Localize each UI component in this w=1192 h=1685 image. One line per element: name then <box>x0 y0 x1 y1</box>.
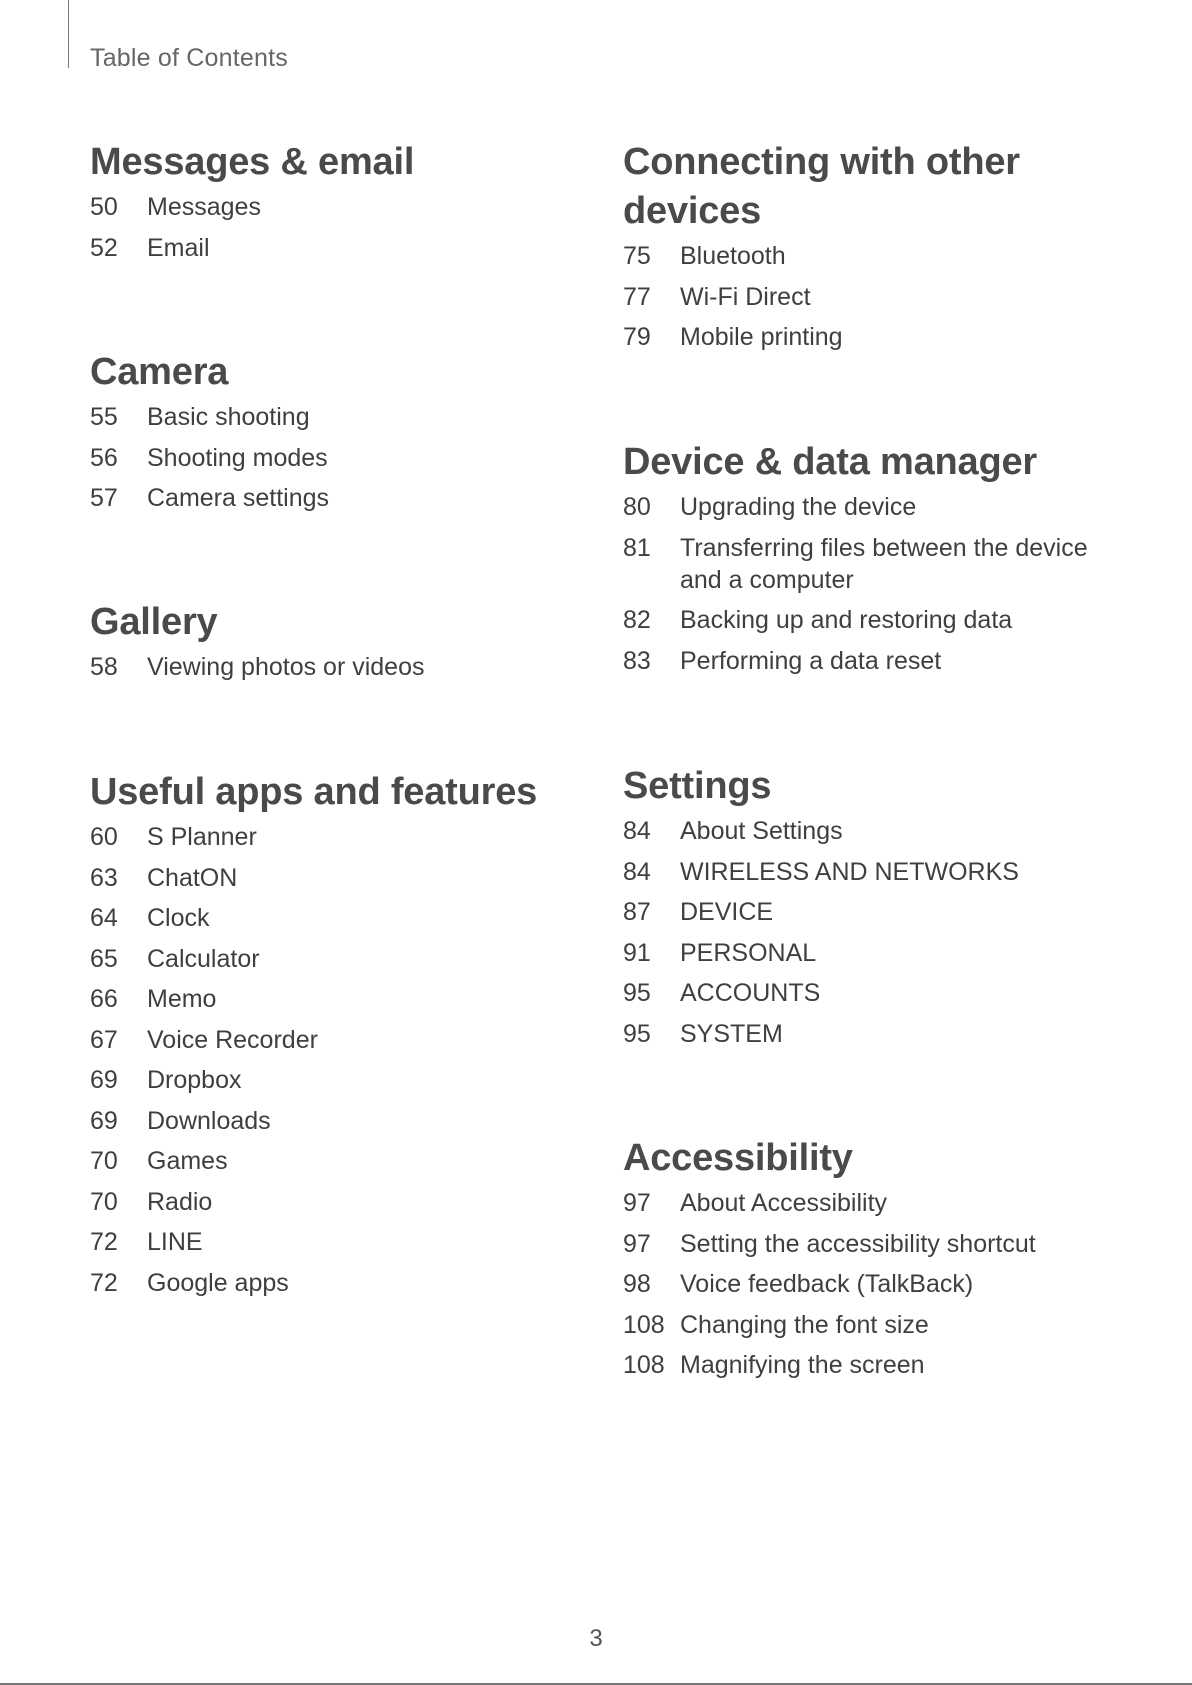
entry-title: Magnifying the screen <box>680 1351 925 1379</box>
page-number: 3 <box>589 1625 603 1652</box>
entry-title: Basic shooting <box>147 403 310 431</box>
entry-page: 63 <box>90 863 118 892</box>
entry-page: 108 <box>623 1310 665 1339</box>
entry-page: 81 <box>623 533 651 562</box>
toc-entry[interactable] <box>623 281 1113 313</box>
entry-title: Shooting modes <box>147 443 328 472</box>
toc-entry[interactable] <box>90 401 590 433</box>
entry-page: 75 <box>623 242 651 270</box>
entry-page: 79 <box>623 323 651 351</box>
header-divider <box>68 0 69 68</box>
toc-entry[interactable] <box>623 1228 1113 1260</box>
entry-title: Voice feedback (TalkBack) <box>680 1270 974 1298</box>
entry-title: Upgrading the device <box>680 493 917 521</box>
toc-section-connecting <box>623 138 1113 362</box>
toc-section-settings <box>623 762 1113 1058</box>
toc-entry[interactable] <box>90 1186 590 1218</box>
entry-page: 64 <box>90 904 118 932</box>
toc-section-device-data-manager <box>623 438 1113 685</box>
entry-page: 67 <box>90 1025 118 1054</box>
section-title: Settings <box>623 765 772 807</box>
toc-section-useful-apps <box>90 768 590 1307</box>
entry-page: 60 <box>90 823 118 851</box>
toc-entry[interactable] <box>623 977 1113 1009</box>
toc-entry[interactable] <box>90 232 590 264</box>
entry-title: Mobile printing <box>680 323 843 351</box>
entry-title: Messages <box>147 193 261 221</box>
entry-title: Performing a data reset <box>680 646 942 675</box>
entry-page: 91 <box>623 938 651 967</box>
entry-page: 72 <box>90 1268 118 1297</box>
toc-entry[interactable] <box>90 482 590 514</box>
entry-title: Wi-Fi Direct <box>680 282 811 311</box>
entry-page: 95 <box>623 979 651 1007</box>
toc-entry[interactable] <box>623 896 1113 928</box>
toc-entry[interactable] <box>623 815 1113 847</box>
toc-entry[interactable] <box>623 937 1113 969</box>
entry-title: Clock <box>147 904 210 932</box>
toc-entry[interactable] <box>623 532 1113 596</box>
entry-page: 97 <box>623 1189 651 1217</box>
entry-title: S Planner <box>147 823 257 851</box>
toc-entry[interactable] <box>623 604 1113 636</box>
entry-title: PERSONAL <box>680 938 817 967</box>
entry-title: About Settings <box>680 817 843 845</box>
toc-entry[interactable] <box>623 645 1113 677</box>
toc-entry[interactable] <box>90 983 590 1015</box>
toc-entry[interactable] <box>90 1145 590 1177</box>
entry-page: 72 <box>90 1228 118 1256</box>
section-title: Device & data manager <box>623 441 1037 483</box>
entry-title: Setting the accessibility shortcut <box>680 1229 1036 1258</box>
entry-title: Viewing photos or videos <box>147 653 425 681</box>
entry-page: 95 <box>623 1019 651 1048</box>
entry-title: DEVICE <box>680 898 774 926</box>
entry-title: Camera settings <box>147 484 330 512</box>
entry-page: 70 <box>90 1147 118 1175</box>
section-title: Camera <box>90 351 229 393</box>
toc-section-messages-email <box>90 138 590 272</box>
section-title: Gallery <box>90 601 218 643</box>
toc-entry[interactable] <box>90 442 590 474</box>
entry-title: SYSTEM <box>680 1019 783 1048</box>
toc-entry[interactable] <box>90 821 590 853</box>
toc-entry[interactable] <box>623 1187 1113 1219</box>
section-title: Connecting with other devices <box>623 141 1020 232</box>
toc-section-gallery <box>90 598 590 692</box>
toc-entry[interactable] <box>90 943 590 975</box>
toc-entry[interactable] <box>90 1267 590 1299</box>
entry-title: LINE <box>147 1228 203 1256</box>
entry-title: ChatON <box>147 863 238 892</box>
entry-page: 57 <box>90 484 118 512</box>
entry-title: Games <box>147 1147 228 1175</box>
toc-entry[interactable] <box>623 1018 1113 1050</box>
entry-page: 87 <box>623 898 651 926</box>
toc-entry[interactable] <box>623 1349 1113 1381</box>
entry-title: About Accessibility <box>680 1189 888 1217</box>
toc-entry[interactable] <box>623 856 1113 888</box>
entry-page: 80 <box>623 493 651 521</box>
entry-page: 82 <box>623 606 651 634</box>
section-title: Messages & email <box>90 141 415 183</box>
entry-title: Memo <box>147 985 217 1013</box>
entry-page: 97 <box>623 1229 651 1258</box>
entry-title: Voice Recorder <box>147 1025 318 1054</box>
entry-page: 52 <box>90 233 118 262</box>
entry-page: 84 <box>623 817 651 845</box>
entry-title: Google apps <box>147 1268 289 1297</box>
page-header-title: Table of Contents <box>90 44 288 72</box>
entry-title: Calculator <box>147 944 260 973</box>
entry-title: Transferring files between the device and a computer <box>680 533 1088 594</box>
toc-entry[interactable] <box>623 240 1113 272</box>
toc-entry[interactable] <box>623 321 1113 353</box>
toc-entry[interactable] <box>90 1226 590 1258</box>
entry-title: WIRELESS AND NETWORKS <box>680 857 1019 886</box>
toc-entry[interactable] <box>623 491 1113 523</box>
entry-page: 56 <box>90 443 118 472</box>
entry-title: Downloads <box>147 1106 271 1135</box>
toc-section-accessibility <box>623 1134 1113 1390</box>
entry-page: 83 <box>623 646 651 675</box>
entry-page: 70 <box>90 1187 118 1216</box>
toc-entry[interactable] <box>90 191 590 223</box>
entry-page: 66 <box>90 985 118 1013</box>
entry-page: 65 <box>90 944 118 973</box>
entry-page: 108 <box>623 1351 665 1379</box>
toc-section-camera <box>90 348 590 523</box>
entry-page: 84 <box>623 857 651 886</box>
toc-entry[interactable] <box>623 1309 1113 1341</box>
toc-entry[interactable] <box>90 1024 590 1056</box>
entry-page: 55 <box>90 403 118 431</box>
entry-page: 98 <box>623 1270 651 1298</box>
entry-title: ACCOUNTS <box>680 979 821 1007</box>
entry-title: Dropbox <box>147 1066 242 1094</box>
section-title: Accessibility <box>623 1137 853 1179</box>
entry-page: 58 <box>90 653 118 681</box>
entry-page: 69 <box>90 1106 118 1135</box>
toc-entry[interactable] <box>90 651 590 683</box>
entry-page: 69 <box>90 1066 118 1094</box>
toc-entry[interactable] <box>90 862 590 894</box>
toc-entry[interactable] <box>90 902 590 934</box>
toc-entry[interactable] <box>90 1064 590 1096</box>
entry-title: Backing up and restoring data <box>680 606 1013 634</box>
entry-title: Email <box>147 233 210 262</box>
entry-title: Radio <box>147 1187 213 1216</box>
section-title: Useful apps and features <box>90 771 538 813</box>
entry-title: Changing the font size <box>680 1310 929 1339</box>
toc-entry[interactable] <box>90 1105 590 1137</box>
entry-title: Bluetooth <box>680 242 786 270</box>
toc-entry[interactable] <box>623 1268 1113 1300</box>
entry-page: 50 <box>90 193 118 221</box>
entry-page: 77 <box>623 282 651 311</box>
